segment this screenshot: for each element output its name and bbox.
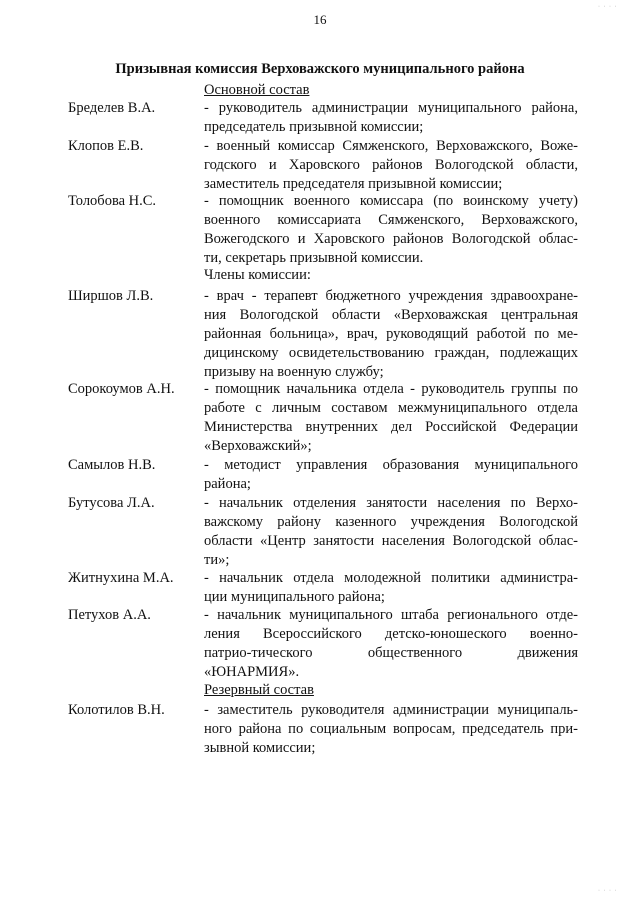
- member-description: [204, 99, 578, 137]
- member-description: [204, 192, 578, 268]
- member-description: [204, 606, 578, 682]
- member-description: [204, 137, 578, 194]
- description-line: работе с личным составом межмуниципального отдела: [204, 400, 578, 416]
- member-description: [204, 380, 578, 456]
- page-number: 16: [313, 12, 327, 27]
- description-line: - руководитель администрации муниципального района,: [204, 100, 578, 116]
- description-line: ления Всероссийского детско-юношеского военно-: [204, 626, 578, 642]
- description-line: «Верховажский»;: [204, 438, 312, 454]
- description-line: - заместитель руководителя администрации муниципаль-: [204, 702, 578, 718]
- description-line: - врач - терапевт бюджетного учреждения здравоохране-: [204, 288, 578, 304]
- description-line: района;: [204, 476, 251, 492]
- description-line: «ЮНАРМИЯ».: [204, 664, 300, 680]
- description-line: важскому району казенного учреждения Вологодской: [204, 514, 578, 530]
- scan-artifact-mark: · · · ·: [598, 888, 618, 894]
- description-line: дицинскому освидетельствованию граждан, подлежащих: [204, 345, 578, 361]
- member-name: Петухов А.А.: [68, 607, 151, 623]
- description-line: - начальник отделения занятости населения по Верхо-: [204, 495, 578, 511]
- description-line: - военный комиссар Сямженского, Верховажского, Воже-: [204, 138, 578, 154]
- description-line: ного района по социальным вопросам, председатель при-: [204, 721, 578, 737]
- description-line: призыву на военную службу;: [204, 364, 384, 380]
- description-line: - помощник начальника отдела - руководитель группы по: [204, 381, 578, 397]
- description-line: ти»;: [204, 552, 230, 568]
- member-description: [204, 701, 578, 758]
- member-name: Сорокоумов А.Н.: [68, 381, 175, 397]
- description-line: ции муниципального района;: [204, 589, 385, 605]
- description-line: Вожегодского и Харовского районов Вологодской облас-: [204, 231, 578, 247]
- scan-artifact-mark: · · · ·: [598, 4, 618, 10]
- member-name: Ширшов Л.В.: [68, 288, 154, 304]
- description-line: зывной комиссии;: [204, 740, 316, 756]
- description-line: - начальник муниципального штаба регионального отде-: [204, 607, 578, 623]
- member-name: Самылов Н.В.: [68, 457, 156, 473]
- description-line: области «Центр занятости населения Вологодской облас-: [204, 533, 578, 549]
- members-heading: Члены комиссии:: [204, 267, 311, 283]
- member-name: Колотилов В.Н.: [68, 702, 165, 718]
- member-name: Толобова Н.С.: [68, 193, 157, 209]
- member-description: [204, 287, 578, 382]
- member-description: [204, 456, 578, 494]
- description-line: годского и Харовского районов Вологодской области,: [204, 157, 578, 173]
- member-name: Клопов Е.В.: [68, 138, 144, 154]
- description-line: - начальник отдела молодежной политики администра-: [204, 570, 578, 586]
- reserve-composition-heading: Резервный состав: [204, 682, 314, 698]
- member-name: Житнухина М.А.: [68, 570, 174, 586]
- description-line: председатель призывной комиссии;: [204, 119, 424, 135]
- description-line: Министерства внутренних дел Российской Федерации: [204, 419, 578, 435]
- member-description: [204, 569, 578, 607]
- description-line: военного комиссариата Сямженского, Верховажского,: [204, 212, 578, 228]
- member-name: Бутусова Л.А.: [68, 495, 155, 511]
- member-name: Бределев В.А.: [68, 100, 156, 116]
- document-title: Призывная комиссия Верховажского муниципального района: [115, 61, 525, 77]
- description-line: - помощник военного комиссара (по воинскому учету): [204, 193, 578, 209]
- description-line: ния Вологодской области «Верховажская центральная: [204, 307, 578, 323]
- description-line: - методист управления образования муниципального: [204, 457, 578, 473]
- description-line: ти, секретарь призывной комиссии.: [204, 250, 424, 266]
- description-line: районная больница», врач, руководящий работой по ме-: [204, 326, 578, 342]
- main-composition-heading: Основной состав: [204, 82, 310, 98]
- description-line: патрио-тического общественного движения: [204, 645, 578, 661]
- description-line: заместитель председателя призывной комиссии;: [204, 176, 503, 192]
- member-description: [204, 494, 578, 570]
